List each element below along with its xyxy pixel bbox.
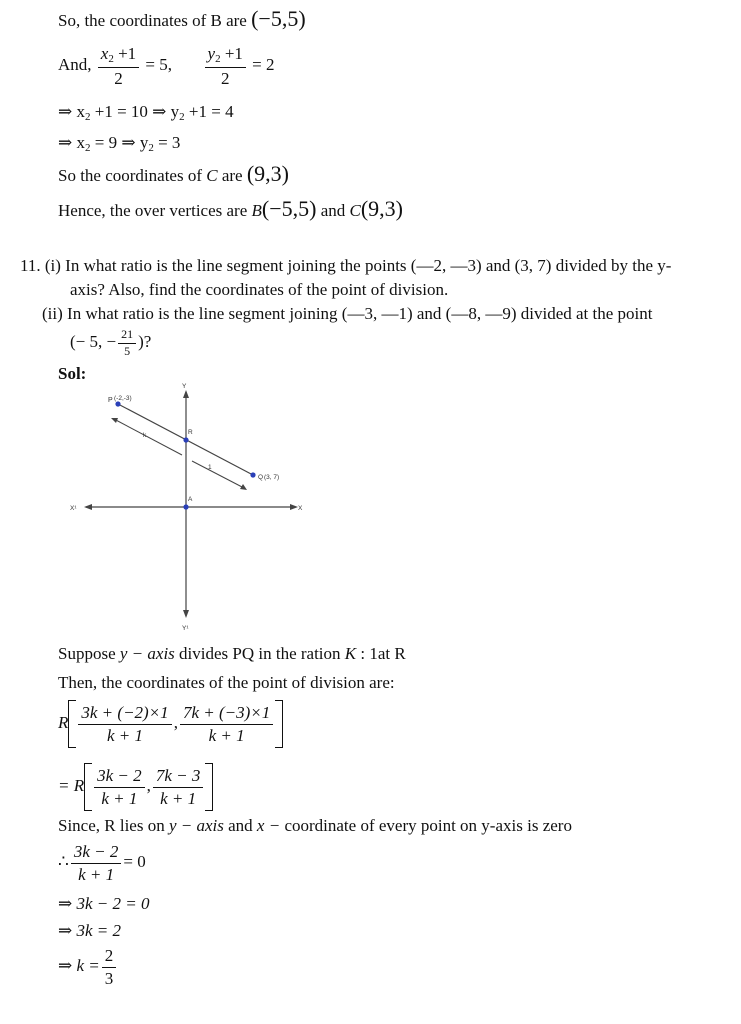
question-11-ii-line-2: (− 5, − $\frac{21}{5}$ )? bbox=[70, 327, 152, 358]
sol-label: Sol: bbox=[58, 364, 87, 383]
point-a bbox=[183, 504, 188, 509]
k-arrow-line bbox=[114, 419, 182, 455]
point-r bbox=[183, 437, 188, 442]
coord-b-line bbox=[58, 8, 306, 30]
coord-b-value: (−5,5) bbox=[251, 6, 306, 31]
fraction-x2-rhs: = 5, bbox=[145, 55, 173, 74]
point-p bbox=[115, 401, 120, 406]
one-arrow-line bbox=[192, 461, 244, 488]
r-expression-2: = R $\frac{3k - 2}{k + 1}$ , $\frac{7k - 3}{k + 1}$ bbox=[58, 763, 213, 811]
and-label: And, bbox=[58, 55, 92, 74]
fraction-x2: $\frac{x_2 +1}{2}$ bbox=[98, 44, 139, 88]
label-q: Q bbox=[258, 474, 264, 481]
label-p-coord: (-2,-3) bbox=[114, 395, 132, 402]
suppose-line: Suppose y − axis divides PQ in the ration K : 1at R bbox=[58, 644, 406, 663]
step-line-2: ⇒ $x_2 = 9$ ⇒ $y_2 = 3$ bbox=[58, 133, 181, 154]
equation-1: ∴ $\frac{3k - 2}{k + 1}$ = 0 bbox=[58, 842, 146, 884]
coord-c-value: (9,3) bbox=[246, 161, 290, 186]
y-axis-up-arrow bbox=[183, 390, 189, 398]
and-equations bbox=[58, 44, 275, 88]
label-x: X bbox=[298, 505, 303, 512]
label-p: P bbox=[108, 397, 113, 404]
label-a: A bbox=[188, 496, 193, 503]
x-axis-right-arrow bbox=[290, 504, 298, 510]
point-q bbox=[250, 472, 255, 477]
equation-4: ⇒ k = $\frac{2}{3}$ bbox=[58, 946, 118, 988]
step-line-1: ⇒ $x_2 +1 = 10$ ⇒ $y_2 +1 = 4$ bbox=[58, 102, 234, 123]
coordinate-figure bbox=[0, 378, 741, 638]
question-11-ii-line-1: (ii) In what ratio is the line segment joining (—3, —1) and (—8, —9) divided at the point bbox=[42, 304, 653, 323]
label-y-prime: Y¹ bbox=[182, 625, 189, 632]
question-11-line-2: axis? Also, find the coordinates of the point of division. bbox=[70, 280, 449, 299]
y-axis-down-arrow bbox=[183, 610, 189, 618]
label-y: Y bbox=[182, 383, 187, 390]
fraction-21-over-5: $\frac{21}{5}$ bbox=[118, 328, 136, 359]
k-arrow-head bbox=[111, 418, 118, 423]
question-number: 11. (i) bbox=[20, 256, 61, 275]
label-x-prime: X¹ bbox=[70, 505, 77, 512]
fraction-y2: $\frac{y_2 +1}{2}$ bbox=[205, 44, 246, 88]
label-q-coord: (3, 7) bbox=[264, 474, 280, 481]
x-axis-left-arrow bbox=[84, 504, 92, 510]
label-one: 1 bbox=[208, 464, 212, 471]
since-line: Since, R lies on y − axis and x − coordinate of every point on y-axis is zero bbox=[58, 816, 572, 835]
question-11-line-1: 11. (i) In what ratio is the line segment joining the points (—2, —3) and (3, 7) divided by the y- bbox=[20, 256, 672, 275]
coord-c-line: So the coordinates of C are (9,3) bbox=[58, 161, 290, 186]
then-line: Then, the coordinates of the point of division are: bbox=[58, 673, 395, 692]
label-r: R bbox=[188, 429, 193, 436]
coord-b-text: So, the coordinates of B are bbox=[58, 11, 247, 30]
equation-2: ⇒ 3k − 2 = 0 bbox=[58, 894, 150, 913]
equation-3: ⇒ 3k = 2 bbox=[58, 921, 122, 940]
r-expression-1: R $\frac{3k + (-2)\times 1}{k + 1}$ , $\frac{7k + (-3)\times 1}{k + 1}$ bbox=[58, 700, 283, 748]
hence-line: Hence, the over vertices are B(−5,5) and C(9,3) bbox=[58, 196, 403, 221]
fraction-y2-rhs: = 2 bbox=[252, 55, 275, 74]
label-k: k bbox=[143, 432, 147, 439]
